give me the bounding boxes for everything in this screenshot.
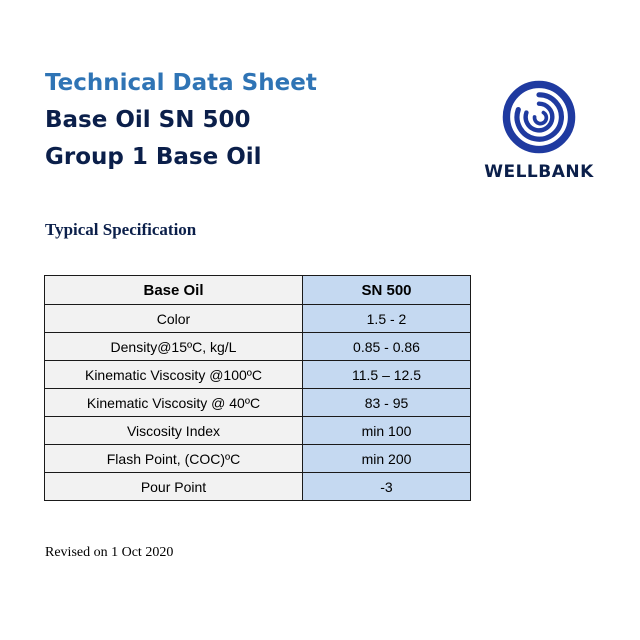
table-row — [45, 389, 471, 417]
section-heading: Typical Specification — [45, 220, 197, 239]
specification-table — [44, 275, 471, 501]
table-row — [45, 445, 471, 473]
value-cell: min 200 — [303, 445, 471, 473]
value-cell: 11.5 – 12.5 — [303, 361, 471, 389]
product-group: Group 1 Base Oil — [45, 144, 262, 170]
value-cell: 83 - 95 — [303, 389, 471, 417]
table-row — [45, 417, 471, 445]
property-cell: Viscosity Index — [45, 417, 303, 445]
property-cell: Kinematic Viscosity @ 40ºC — [45, 389, 303, 417]
revision-date: Revised on 1 Oct 2020 — [45, 545, 174, 560]
property-cell: Density@15ºC, kg/L — [45, 333, 303, 361]
table-row — [45, 473, 471, 501]
value-cell: -3 — [303, 473, 471, 501]
table-row — [45, 333, 471, 361]
table-row — [45, 361, 471, 389]
brand-name: WELLBANK — [484, 162, 594, 182]
value-cell: 0.85 - 0.86 — [303, 333, 471, 361]
concentric-rings-logo-icon — [502, 80, 576, 154]
property-cell: Pour Point — [45, 473, 303, 501]
column-header-property: Base Oil — [45, 276, 303, 305]
company-logo — [478, 80, 600, 186]
page-title: Technical Data Sheet — [45, 70, 317, 96]
property-cell: Color — [45, 305, 303, 333]
column-header-value: SN 500 — [303, 276, 471, 305]
table-row — [45, 305, 471, 333]
product-name: Base Oil SN 500 — [45, 107, 251, 133]
property-cell: Kinematic Viscosity @100ºC — [45, 361, 303, 389]
value-cell: 1.5 - 2 — [303, 305, 471, 333]
table-header-row — [45, 276, 471, 305]
property-cell: Flash Point, (COC)ºC — [45, 445, 303, 473]
value-cell: min 100 — [303, 417, 471, 445]
